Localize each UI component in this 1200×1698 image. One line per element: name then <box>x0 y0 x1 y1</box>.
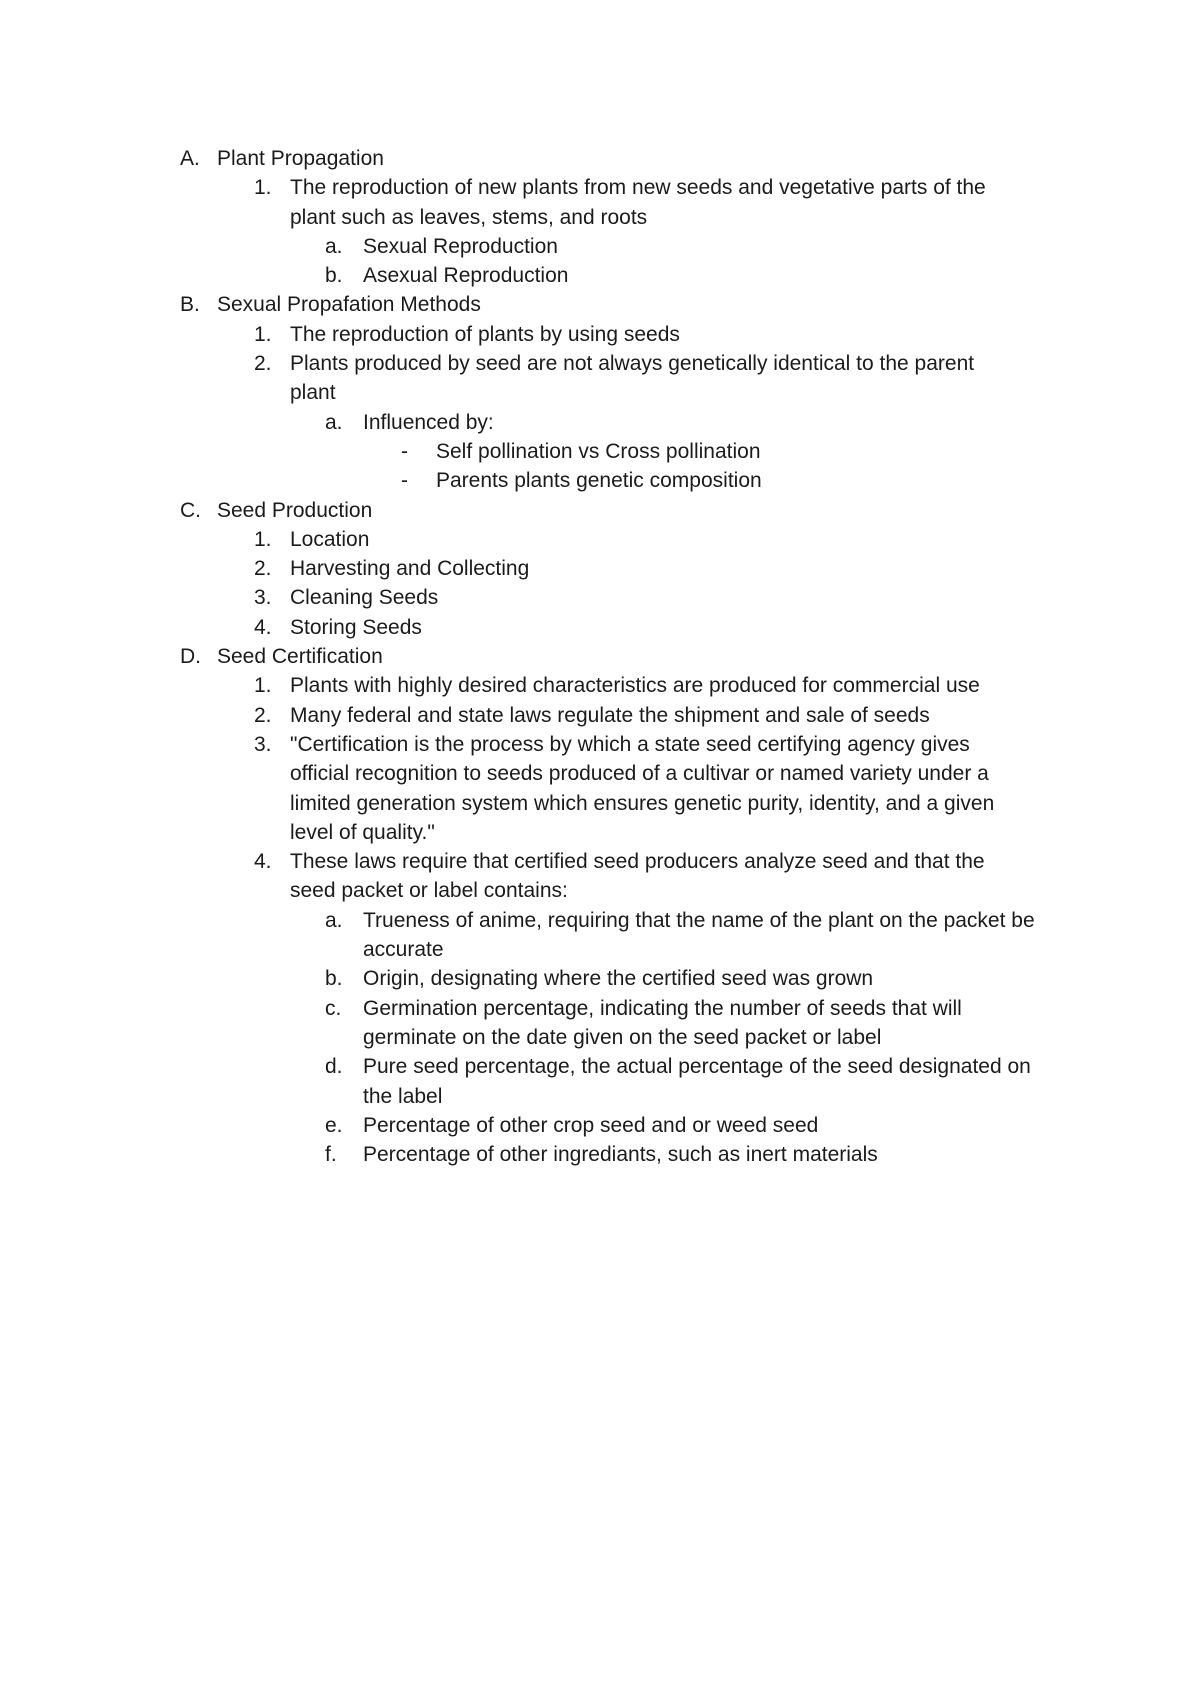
sub-item-text: Percentage of other ingrediants, such as inert materials <box>363 1143 878 1167</box>
item-text: Harvesting and Collecting <box>290 557 530 581</box>
section-title: Sexual Propafation Methods <box>217 293 481 317</box>
sub-item-letter: f. <box>325 1143 337 1167</box>
item-text: Location <box>290 527 370 551</box>
sub-item-letter: a. <box>325 234 343 258</box>
dash-bullet: - <box>401 469 408 493</box>
sub-item-text: Sexual Reproduction <box>363 234 558 258</box>
section-marker: C. <box>180 498 201 522</box>
item-number: 4. <box>254 850 272 874</box>
sub-list-item <box>0 261 1043 290</box>
sub-item-letter: a. <box>325 908 343 932</box>
section-heading <box>0 496 1200 525</box>
sub-item-letter: b. <box>325 967 343 991</box>
sub-item-letter: a. <box>325 410 343 434</box>
sub-list-item <box>0 1140 1043 1169</box>
sub-item-letter: d. <box>325 1055 343 1079</box>
list-item <box>0 671 1025 700</box>
sub-list-item <box>0 964 1043 993</box>
sub-list-item <box>0 1111 1043 1140</box>
item-text: Cleaning Seeds <box>290 586 439 610</box>
section-title: Seed Production <box>217 498 373 522</box>
list-item <box>0 701 1025 730</box>
sub-list-item <box>0 906 1043 965</box>
sub-item-text: Influenced by: <box>363 410 494 434</box>
item-number: 3. <box>254 732 272 756</box>
section-heading <box>0 290 1200 319</box>
list-item <box>0 320 1025 349</box>
list-item <box>0 173 1025 232</box>
section-title: Seed Certification <box>217 645 383 669</box>
sub-item-text: Germination percentage, indicating the number of seeds that will germinate on the date given on the seed packet or label <box>363 996 962 1049</box>
item-number: 1. <box>254 527 272 551</box>
section-heading <box>0 144 1200 173</box>
bullet-item <box>0 437 1056 466</box>
sub-item-text: Trueness of anime, requiring that the name of the plant on the packet be accurate <box>363 908 1035 962</box>
item-text: Plants produced by seed are not always genetically identical to the parent plant <box>290 352 975 405</box>
sub-list-item <box>0 408 1043 437</box>
sub-item-text: Pure seed percentage, the actual percentage of the seed designated on the label <box>363 1055 1031 1108</box>
list-item <box>0 730 1025 847</box>
list-item <box>0 349 1025 408</box>
section-marker: A. <box>180 147 200 170</box>
sub-item-text: Percentage of other crop seed and or weed seed <box>363 1113 819 1137</box>
item-number: 3. <box>254 586 272 610</box>
section-marker: D. <box>180 645 201 669</box>
item-text: Many federal and state laws regulate the shipment and sale of seeds <box>290 703 930 727</box>
item-number: 1. <box>254 322 272 346</box>
item-number: 4. <box>254 615 272 639</box>
bullet-text: Self pollination vs Cross pollination <box>436 439 761 463</box>
sub-item-letter: e. <box>325 1113 343 1137</box>
dash-bullet: - <box>401 439 408 463</box>
bullet-text: Parents plants genetic composition <box>436 469 762 493</box>
sub-item-letter: c. <box>325 996 342 1020</box>
list-item <box>0 847 1025 906</box>
list-item <box>0 583 1025 612</box>
sub-list-item <box>0 994 1043 1053</box>
item-text: "Certification is the process by which a state seed certifying agency gives official recognition to seeds produced of a cultivar or named variety under a limited generation system which ensures genetic purity, identity, and a given level of quality." <box>290 732 995 844</box>
list-item <box>0 554 1025 583</box>
sub-item-text: Asexual Reproduction <box>363 264 569 288</box>
section-heading <box>0 642 1200 671</box>
item-number: 1. <box>254 674 272 698</box>
item-text: These laws require that certified seed producers analyze seed and that the seed packet or label contains: <box>290 850 985 903</box>
sub-list-item <box>0 232 1043 261</box>
section-title: Plant Propagation <box>217 147 384 170</box>
item-number: 2. <box>254 557 272 581</box>
item-text: Storing Seeds <box>290 615 422 639</box>
section-marker: B. <box>180 293 200 317</box>
item-number: 2. <box>254 352 272 376</box>
item-text: Plants with highly desired characteristics are produced for commercial use <box>290 674 980 698</box>
sub-list-item <box>0 1052 1043 1111</box>
sub-item-letter: b. <box>325 264 343 288</box>
item-number: 2. <box>254 703 272 727</box>
outline-list <box>0 144 1200 1169</box>
list-item <box>0 613 1025 642</box>
sub-item-text: Origin, designating where the certified seed was grown <box>363 967 874 991</box>
bullet-item <box>0 466 1056 495</box>
item-number: 1. <box>254 176 272 200</box>
item-text: The reproduction of plants by using seeds <box>290 322 680 346</box>
list-item <box>0 525 1025 554</box>
item-text: The reproduction of new plants from new seeds and vegetative parts of the plant such as leaves, stems, and roots <box>290 176 986 229</box>
